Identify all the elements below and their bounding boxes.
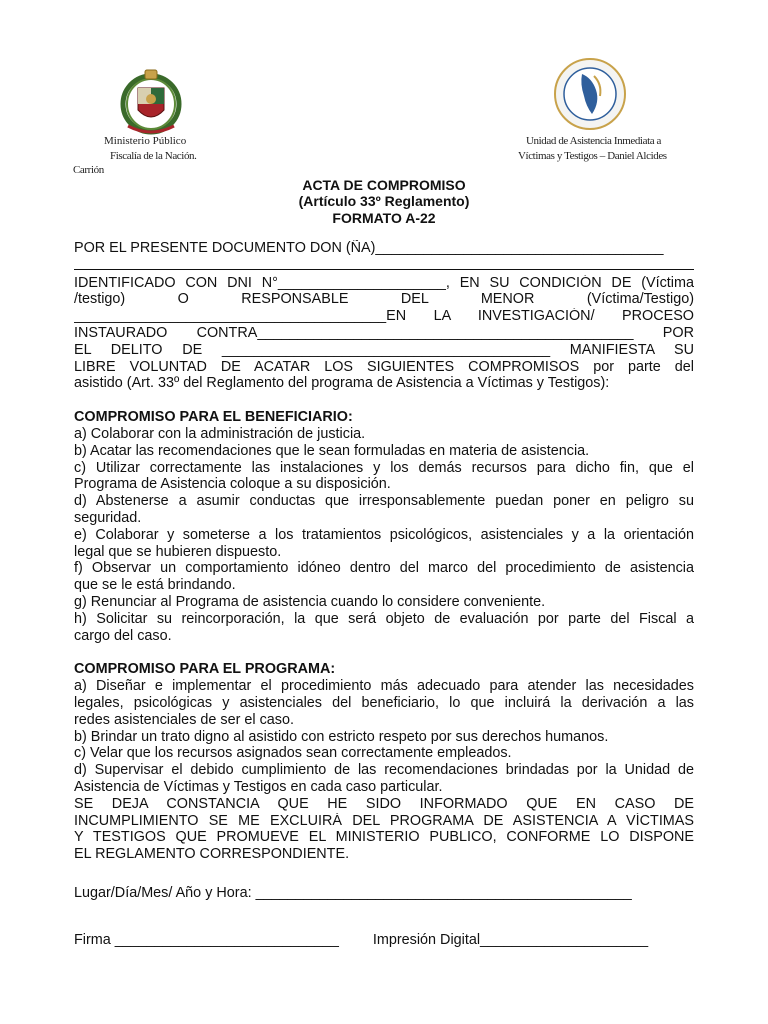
blank-fill-line — [74, 257, 694, 270]
victim-assistance-unit-seal — [552, 54, 628, 134]
beneficiary-item: h) Solicitar su reincorporación, la que será objeto de evaluación por parte del Fiscal a — [74, 610, 694, 627]
beneficiary-item: Programa de Asistencia coloque a su disposición. — [74, 476, 391, 493]
program-item: b) Brindar un trato digno al asistido con estricto respeto por sus derechos humanos. — [74, 728, 609, 745]
notice-line: EL REGLAMENTO CORRESPONDIENTE. — [74, 846, 350, 863]
beneficiary-item: g) Renunciar al Programa de asistencia cuando lo considere conveniente. — [74, 593, 546, 610]
beneficiary-item: a) Colaborar con la administración de justicia. — [74, 425, 366, 442]
intro-line: /testigo) O RESPONSABLE DEL MENOR (Víctima/Testigo) — [74, 291, 694, 308]
beneficiary-item: legal que se hubieren dispuesto. — [74, 543, 282, 560]
beneficiary-item: f) Observar un comportamiento idóneo dentro del marco del procedimiento de asistencia — [74, 560, 694, 577]
intro-line: EL DELITO DE _________________________________________ MANIFIESTA SU — [74, 341, 694, 358]
place-date-field: Lugar/Día/Mes/ Año y Hora: _______________________________________________ — [74, 884, 632, 901]
beneficiary-item: cargo del caso. — [74, 627, 172, 644]
intro-line: INSTAURADO CONTRA_______________________________________________ POR — [74, 324, 694, 341]
beneficiary-item: b) Acatar las recomendaciones que le sean formuladas en materia de asistencia. — [74, 442, 590, 459]
notice-line: INCUMPLIMIENTO SE ME EXCLUIRÁ DEL PROGRAMA DE ASISTENCIA A VÍCTIMAS — [74, 812, 694, 829]
beneficiary-item: que se le está brindando. — [74, 577, 236, 594]
program-item: Asistencia de Víctimas y Testigos en cada caso particular. — [74, 778, 443, 795]
coat-of-arms-logo — [118, 66, 184, 136]
beneficiary-item: d) Abstenerse a asumir conductas que irresponsablemente puedan poner en peligro su — [74, 493, 694, 510]
institution-name-left-line2: Fiscalía de la Nación. — [110, 150, 197, 162]
document-form-code: FORMATO A-22 — [332, 210, 436, 226]
notice-line: Y TESTIGOS QUE PROMUEVE EL MINISTERIO PUBLICO, CONFORME LO DISPONE — [74, 829, 694, 846]
program-item: legales, psicológicas y asistenciales del beneficiario, lo que incluirá la derivación a las — [74, 694, 694, 711]
signature-field: Firma ____________________________ — [74, 931, 339, 948]
program-item: redes asistenciales de ser el caso. — [74, 711, 294, 728]
document-title: ACTA DE COMPROMISO — [302, 177, 466, 193]
beneficiary-item: seguridad. — [74, 509, 142, 526]
beneficiary-item: c) Utilizar correctamente las instalaciones y los demás recursos para dicho fin, que el — [74, 459, 694, 476]
institution-name-right-line1: Unidad de Asistencia Inmediata a — [526, 135, 662, 147]
intro-line: IDENTIFICADO CON DNI N°_____________________, EN SU CONDICIÓN DE (Víctima — [74, 274, 694, 291]
intro-line: _______________________________________EN LA INVESTIGACIÓN/ PROCESO — [74, 308, 694, 325]
signature-row — [74, 932, 694, 949]
program-item: a) Diseñar e implementar el procedimiento más adecuado para atender las necesidades — [74, 678, 694, 695]
intro-line: POR EL PRESENTE DOCUMENTO DON (ÑA)____________________________________ — [74, 240, 664, 256]
document-subtitle: (Artículo 33º Reglamento) — [298, 193, 470, 209]
intro-line: LIBRE VOLUNTAD DE ACATAR LOS SIGUIENTES COMPROMISOS por parte del — [74, 358, 694, 375]
institution-name-right-line2: Víctimas y Testigos – Daniel Alcides — [518, 150, 667, 162]
program-item: c) Velar que los recursos asignados sean correctamente empleados. — [74, 745, 512, 762]
notice-line: SE DEJA CONSTANCIA QUE HE SIDO INFORMADO QUE EN CASO DE — [74, 795, 694, 812]
intro-line: asistido (Art. 33º del Reglamento del programa de Asistencia a Víctimas y Testigos): — [74, 375, 610, 392]
program-heading: COMPROMISO PARA EL PROGRAMA: — [74, 661, 336, 678]
program-item: d) Supervisar el debido cumplimiento de las recomendaciones brindadas por la Unidad de — [74, 762, 694, 779]
institution-name-left-line1: Ministerio Público — [104, 135, 187, 147]
beneficiary-heading: COMPROMISO PARA EL BENEFICIARIO: — [74, 409, 353, 426]
fingerprint-field: Impresión Digital_____________________ — [372, 931, 649, 948]
institution-name-left-line3: Carrión — [73, 164, 104, 176]
document-body — [74, 240, 694, 948]
beneficiary-item: e) Colaborar y someterse a los tratamientos psicológicos, asistenciales y a la orientación — [74, 526, 694, 543]
